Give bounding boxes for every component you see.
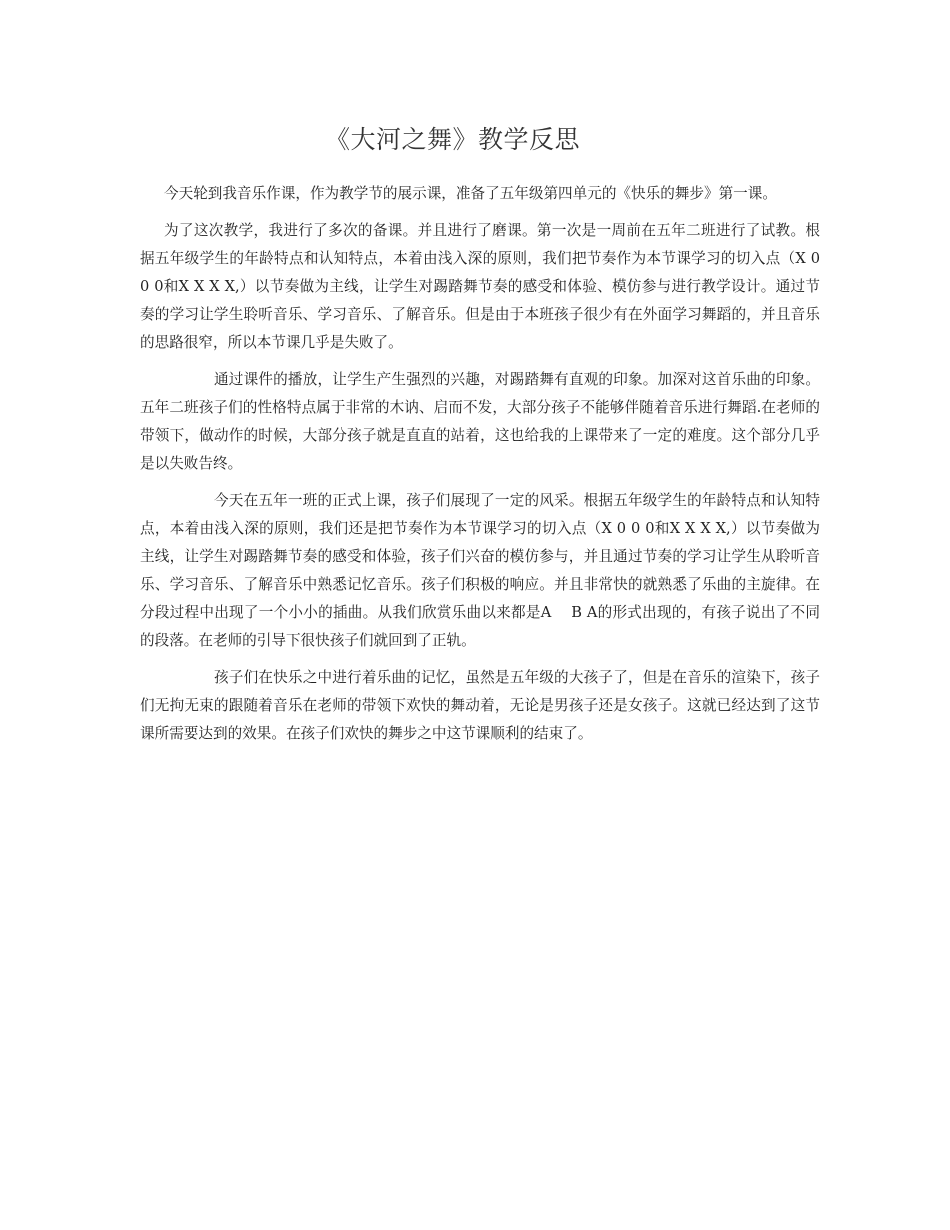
paragraph-1: 今天轮到我音乐作课，作为教学节的展示课，准备了五年级第四单元的《快乐的舞步》第一课。 [164, 185, 777, 202]
document-title: 《大河之舞》教学反思 [324, 125, 580, 154]
paragraph-4: 今天在五年一班的正式上课，孩子们展现了一定的风采。根据五年级学生的年龄特点和认知特点，本着由浅入深的原则，我们还是把节奏作为本节课学习的切入点（X 0 0 0和X X X X,）以节奏做为主线，让学生对踢踏舞节奏的感受和体验，孩子们兴奋的模仿参与，并且通过节奏的学习让学生从聆听音乐、学习音乐、了解音乐中熟悉记忆音乐。孩子们积极的响应。并且非常快的就熟悉了乐曲的主旋律。在分段过程中出现了一个小小的插曲。从我们欣赏乐曲以来都是A B A的形式出现的，有孩子说出了不同的段落。在老师的引导下很快孩子们就回到了正轨。 [140, 492, 820, 649]
paragraph-5: 孩子们在快乐之中进行着乐曲的记忆，虽然是五年级的大孩子了，但是在音乐的渲染下，孩子们无拘无束的跟随着音乐在老师的带领下欢快的舞动着，无论是男孩子还是女孩子。这就已经达到了这节课所需要达到的效果。在孩子们欢快的舞步之中这节课顺利的结束了。 [140, 669, 820, 742]
paragraph-2: 为了这次教学，我进行了多次的备课。并且进行了磨课。第一次是一周前在五年二班进行了试教。根据五年级学生的年龄特点和认知特点，本着由浅入深的原则，我们把节奏作为本节课学习的切入点（X 0 0 0和X X X X,）以节奏做为主线，让学生对踢踏舞节奏的感受和体验、模仿参与进行教学设计。通过节奏的学习让学生聆听音乐、学习音乐、了解音乐。但是由于本班孩子很少有在外面学习舞蹈的，并且音乐的思路很窄，所以本节课几乎是失败了。 [140, 222, 820, 351]
document-body [140, 180, 820, 757]
paragraph-3: 通过课件的播放，让学生产生强烈的兴趣，对踢踏舞有直观的印象。加深对这首乐曲的印象。五年二班孩子们的性格特点属于非常的木讷、启而不发，大部分孩子不能够伴随着音乐进行舞蹈.在老师的带领下，做动作的时候，大部分孩子就是直直的站着，这也给我的上课带来了一定的难度。这个部分几乎是以失败告终。 [140, 371, 820, 472]
